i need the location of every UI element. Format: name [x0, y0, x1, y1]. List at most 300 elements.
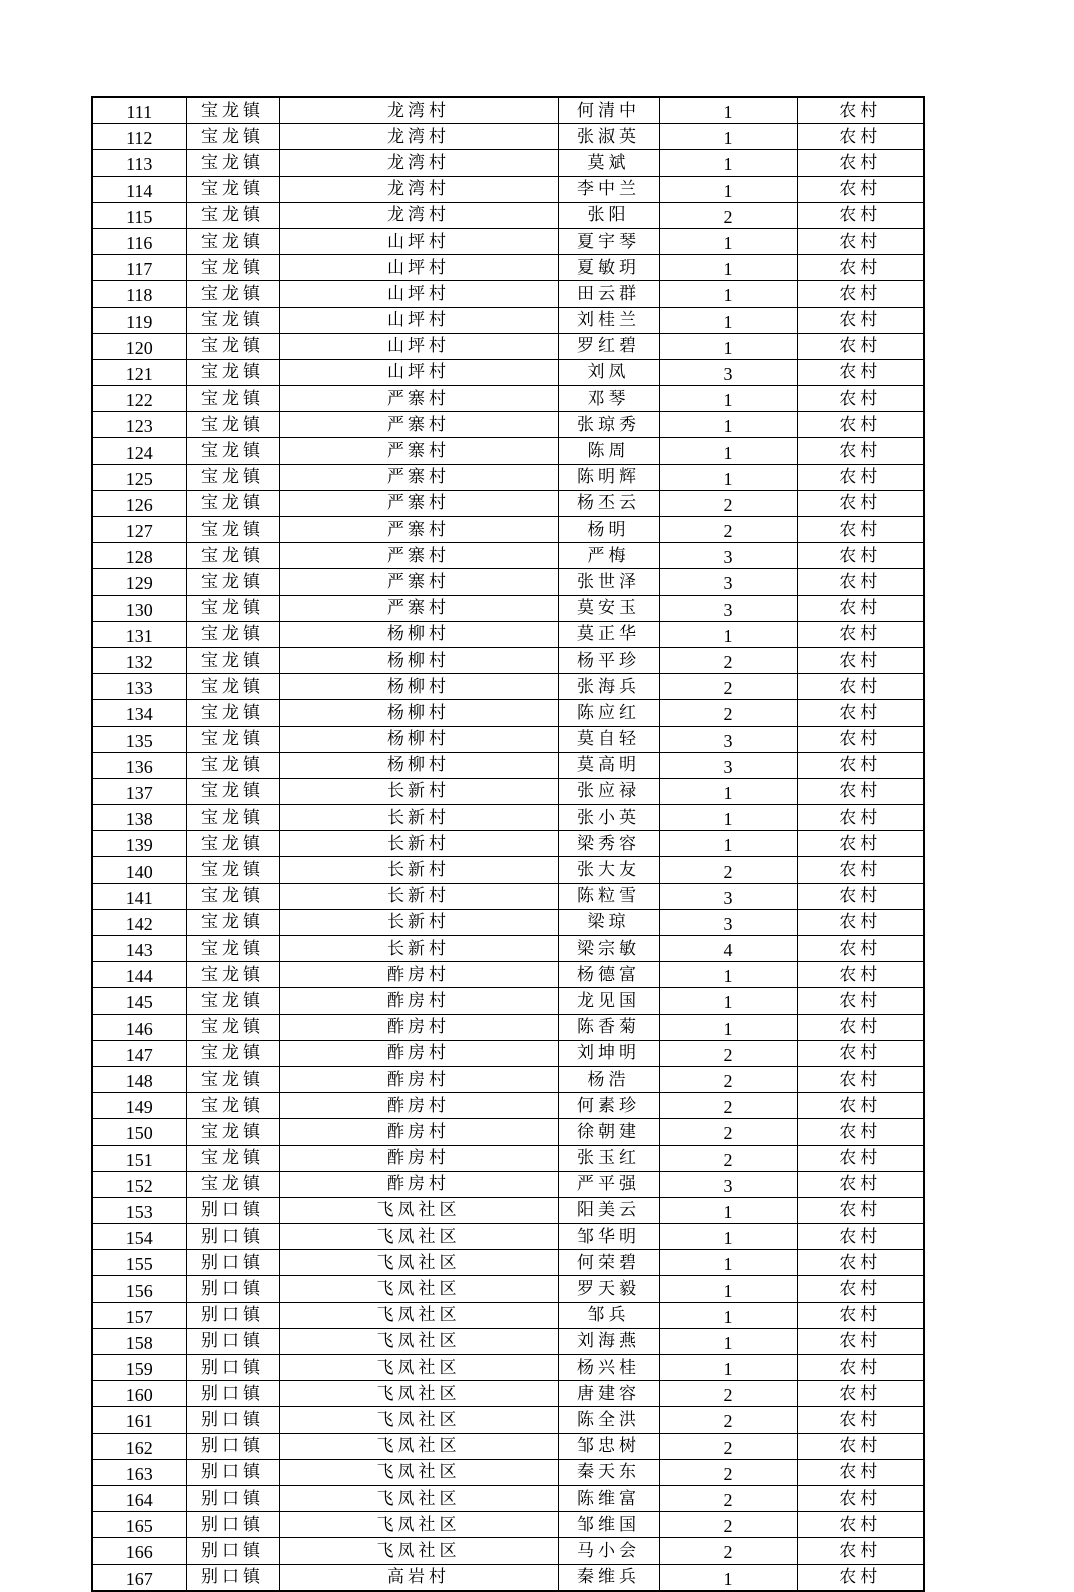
town-cell: 宝龙镇 [186, 124, 279, 150]
name-cell: 夏敏玥 [558, 255, 659, 281]
town-cell: 宝龙镇 [186, 490, 279, 516]
name-cell: 杨明 [558, 517, 659, 543]
table-row [92, 333, 924, 359]
village-cell: 飞凤社区 [279, 1328, 558, 1354]
town-cell: 宝龙镇 [186, 543, 279, 569]
village-cell: 严寨村 [279, 569, 558, 595]
name-cell: 马小会 [558, 1538, 659, 1564]
category-cell: 农村 [797, 1014, 924, 1040]
row-number-cell: 155 [92, 1250, 186, 1276]
table-row [92, 1328, 924, 1354]
count-cell: 1 [659, 778, 797, 804]
row-number-cell: 161 [92, 1407, 186, 1433]
town-cell: 宝龙镇 [186, 202, 279, 228]
row-number-cell: 146 [92, 1014, 186, 1040]
count-cell: 2 [659, 1407, 797, 1433]
town-cell: 宝龙镇 [186, 805, 279, 831]
category-cell: 农村 [797, 359, 924, 385]
name-cell: 何荣碧 [558, 1250, 659, 1276]
name-cell: 阳美云 [558, 1197, 659, 1223]
category-cell: 农村 [797, 962, 924, 988]
table-row [92, 962, 924, 988]
name-cell: 罗天毅 [558, 1276, 659, 1302]
row-number-cell: 163 [92, 1459, 186, 1485]
table-row [92, 1355, 924, 1381]
table-row [92, 1250, 924, 1276]
village-cell: 长新村 [279, 909, 558, 935]
table-row [92, 359, 924, 385]
table-row [92, 1407, 924, 1433]
name-cell: 张琼秀 [558, 412, 659, 438]
village-cell: 龙湾村 [279, 176, 558, 202]
name-cell: 邓琴 [558, 386, 659, 412]
name-cell: 杨德富 [558, 962, 659, 988]
name-cell: 陈应红 [558, 700, 659, 726]
village-cell: 长新村 [279, 831, 558, 857]
category-cell: 农村 [797, 752, 924, 778]
count-cell: 1 [659, 1302, 797, 1328]
table-row [92, 1512, 924, 1538]
category-cell: 农村 [797, 1093, 924, 1119]
count-cell: 3 [659, 1171, 797, 1197]
category-cell: 农村 [797, 778, 924, 804]
category-cell: 农村 [797, 1066, 924, 1092]
row-number-cell: 115 [92, 202, 186, 228]
town-cell: 别口镇 [186, 1433, 279, 1459]
row-number-cell: 136 [92, 752, 186, 778]
name-cell: 张世泽 [558, 569, 659, 595]
town-cell: 宝龙镇 [186, 726, 279, 752]
village-cell: 飞凤社区 [279, 1485, 558, 1511]
name-cell: 邹维国 [558, 1512, 659, 1538]
name-cell: 莫自轻 [558, 726, 659, 752]
category-cell: 农村 [797, 1538, 924, 1564]
count-cell: 2 [659, 700, 797, 726]
count-cell: 1 [659, 97, 797, 124]
village-cell: 山坪村 [279, 255, 558, 281]
count-cell: 3 [659, 883, 797, 909]
town-cell: 别口镇 [186, 1302, 279, 1328]
town-cell: 宝龙镇 [186, 595, 279, 621]
row-number-cell: 144 [92, 962, 186, 988]
row-number-cell: 153 [92, 1197, 186, 1223]
count-cell: 2 [659, 1145, 797, 1171]
category-cell: 农村 [797, 543, 924, 569]
row-number-cell: 126 [92, 490, 186, 516]
row-number-cell: 129 [92, 569, 186, 595]
town-cell: 别口镇 [186, 1381, 279, 1407]
name-cell: 莫斌 [558, 150, 659, 176]
town-cell: 宝龙镇 [186, 1014, 279, 1040]
village-cell: 龙湾村 [279, 97, 558, 124]
category-cell: 农村 [797, 150, 924, 176]
town-cell: 宝龙镇 [186, 464, 279, 490]
table-body [92, 97, 924, 1591]
count-cell: 2 [659, 647, 797, 673]
row-number-cell: 152 [92, 1171, 186, 1197]
table-row [92, 674, 924, 700]
count-cell: 2 [659, 517, 797, 543]
table-row [92, 281, 924, 307]
table-row [92, 517, 924, 543]
town-cell: 宝龙镇 [186, 150, 279, 176]
town-cell: 宝龙镇 [186, 517, 279, 543]
name-cell: 莫高明 [558, 752, 659, 778]
village-cell: 龙湾村 [279, 124, 558, 150]
row-number-cell: 127 [92, 517, 186, 543]
row-number-cell: 116 [92, 228, 186, 254]
row-number-cell: 157 [92, 1302, 186, 1328]
name-cell: 刘坤明 [558, 1040, 659, 1066]
table-row [92, 988, 924, 1014]
category-cell: 农村 [797, 307, 924, 333]
row-number-cell: 159 [92, 1355, 186, 1381]
category-cell: 农村 [797, 333, 924, 359]
count-cell: 1 [659, 621, 797, 647]
name-cell: 张小英 [558, 805, 659, 831]
count-cell: 1 [659, 1224, 797, 1250]
row-number-cell: 160 [92, 1381, 186, 1407]
category-cell: 农村 [797, 1119, 924, 1145]
name-cell: 何素珍 [558, 1093, 659, 1119]
category-cell: 农村 [797, 255, 924, 281]
table-row [92, 202, 924, 228]
table-row [92, 1224, 924, 1250]
name-cell: 邹华明 [558, 1224, 659, 1250]
count-cell: 1 [659, 1355, 797, 1381]
row-number-cell: 147 [92, 1040, 186, 1066]
table-row [92, 97, 924, 124]
village-cell: 飞凤社区 [279, 1224, 558, 1250]
category-cell: 农村 [797, 412, 924, 438]
village-cell: 严寨村 [279, 464, 558, 490]
village-cell: 龙湾村 [279, 202, 558, 228]
village-cell: 酢房村 [279, 1145, 558, 1171]
row-number-cell: 162 [92, 1433, 186, 1459]
village-cell: 杨柳村 [279, 621, 558, 647]
name-cell: 田云群 [558, 281, 659, 307]
row-number-cell: 165 [92, 1512, 186, 1538]
row-number-cell: 140 [92, 857, 186, 883]
name-cell: 张应禄 [558, 778, 659, 804]
category-cell: 农村 [797, 517, 924, 543]
table-row [92, 386, 924, 412]
table-row [92, 464, 924, 490]
name-cell: 秦维兵 [558, 1564, 659, 1591]
category-cell: 农村 [797, 1512, 924, 1538]
town-cell: 宝龙镇 [186, 831, 279, 857]
table-row [92, 647, 924, 673]
name-cell: 陈维富 [558, 1485, 659, 1511]
count-cell: 2 [659, 1119, 797, 1145]
name-cell: 杨平珍 [558, 647, 659, 673]
table-row [92, 1459, 924, 1485]
count-cell: 2 [659, 490, 797, 516]
village-cell: 杨柳村 [279, 647, 558, 673]
category-cell: 农村 [797, 595, 924, 621]
category-cell: 农村 [797, 1224, 924, 1250]
town-cell: 宝龙镇 [186, 621, 279, 647]
category-cell: 农村 [797, 1276, 924, 1302]
village-cell: 长新村 [279, 936, 558, 962]
town-cell: 宝龙镇 [186, 255, 279, 281]
town-cell: 宝龙镇 [186, 333, 279, 359]
name-cell: 邹忠树 [558, 1433, 659, 1459]
table-row [92, 490, 924, 516]
category-cell: 农村 [797, 1040, 924, 1066]
village-cell: 山坪村 [279, 307, 558, 333]
count-cell: 1 [659, 307, 797, 333]
row-number-cell: 128 [92, 543, 186, 569]
town-cell: 宝龙镇 [186, 752, 279, 778]
category-cell: 农村 [797, 909, 924, 935]
table-row [92, 1040, 924, 1066]
category-cell: 农村 [797, 883, 924, 909]
count-cell: 2 [659, 1066, 797, 1092]
table-row [92, 1538, 924, 1564]
category-cell: 农村 [797, 831, 924, 857]
count-cell: 3 [659, 752, 797, 778]
name-cell: 陈明辉 [558, 464, 659, 490]
category-cell: 农村 [797, 1355, 924, 1381]
row-number-cell: 118 [92, 281, 186, 307]
category-cell: 农村 [797, 1381, 924, 1407]
village-cell: 山坪村 [279, 281, 558, 307]
table-row [92, 1119, 924, 1145]
count-cell: 2 [659, 1040, 797, 1066]
count-cell: 3 [659, 909, 797, 935]
count-cell: 1 [659, 150, 797, 176]
village-cell: 严寨村 [279, 412, 558, 438]
name-cell: 邹兵 [558, 1302, 659, 1328]
name-cell: 陈香菊 [558, 1014, 659, 1040]
village-cell: 飞凤社区 [279, 1197, 558, 1223]
row-number-cell: 112 [92, 124, 186, 150]
count-cell: 2 [659, 674, 797, 700]
village-cell: 飞凤社区 [279, 1250, 558, 1276]
row-number-cell: 142 [92, 909, 186, 935]
town-cell: 宝龙镇 [186, 569, 279, 595]
row-number-cell: 166 [92, 1538, 186, 1564]
count-cell: 2 [659, 1459, 797, 1485]
count-cell: 1 [659, 333, 797, 359]
table-row [92, 700, 924, 726]
row-number-cell: 154 [92, 1224, 186, 1250]
name-cell: 张阳 [558, 202, 659, 228]
count-cell: 2 [659, 1381, 797, 1407]
name-cell: 徐朝建 [558, 1119, 659, 1145]
table-row [92, 752, 924, 778]
category-cell: 农村 [797, 726, 924, 752]
category-cell: 农村 [797, 674, 924, 700]
count-cell: 4 [659, 936, 797, 962]
category-cell: 农村 [797, 1485, 924, 1511]
row-number-cell: 114 [92, 176, 186, 202]
category-cell: 农村 [797, 1171, 924, 1197]
table-row [92, 1066, 924, 1092]
row-number-cell: 151 [92, 1145, 186, 1171]
village-cell: 严寨村 [279, 543, 558, 569]
count-cell: 2 [659, 1093, 797, 1119]
table-row [92, 1093, 924, 1119]
village-cell: 飞凤社区 [279, 1355, 558, 1381]
name-cell: 梁秀容 [558, 831, 659, 857]
count-cell: 2 [659, 857, 797, 883]
town-cell: 宝龙镇 [186, 962, 279, 988]
name-cell: 梁宗敏 [558, 936, 659, 962]
category-cell: 农村 [797, 97, 924, 124]
category-cell: 农村 [797, 569, 924, 595]
count-cell: 1 [659, 438, 797, 464]
table-row [92, 1433, 924, 1459]
town-cell: 宝龙镇 [186, 438, 279, 464]
row-number-cell: 135 [92, 726, 186, 752]
village-cell: 高岩村 [279, 1564, 558, 1591]
village-cell: 飞凤社区 [279, 1302, 558, 1328]
town-cell: 宝龙镇 [186, 176, 279, 202]
row-number-cell: 156 [92, 1276, 186, 1302]
name-cell: 张大友 [558, 857, 659, 883]
count-cell: 3 [659, 726, 797, 752]
name-cell: 杨浩 [558, 1066, 659, 1092]
village-cell: 严寨村 [279, 438, 558, 464]
town-cell: 宝龙镇 [186, 936, 279, 962]
table-row [92, 726, 924, 752]
village-cell: 严寨村 [279, 517, 558, 543]
row-number-cell: 122 [92, 386, 186, 412]
category-cell: 农村 [797, 281, 924, 307]
category-cell: 农村 [797, 1302, 924, 1328]
village-cell: 山坪村 [279, 228, 558, 254]
town-cell: 别口镇 [186, 1538, 279, 1564]
town-cell: 宝龙镇 [186, 412, 279, 438]
row-number-cell: 134 [92, 700, 186, 726]
table-row [92, 543, 924, 569]
table-row [92, 228, 924, 254]
category-cell: 农村 [797, 1459, 924, 1485]
town-cell: 别口镇 [186, 1485, 279, 1511]
row-number-cell: 141 [92, 883, 186, 909]
count-cell: 1 [659, 988, 797, 1014]
name-cell: 张玉红 [558, 1145, 659, 1171]
village-cell: 杨柳村 [279, 752, 558, 778]
name-cell: 龙见国 [558, 988, 659, 1014]
village-cell: 酢房村 [279, 988, 558, 1014]
name-cell: 张海兵 [558, 674, 659, 700]
count-cell: 1 [659, 281, 797, 307]
village-cell: 酢房村 [279, 1093, 558, 1119]
village-cell: 飞凤社区 [279, 1276, 558, 1302]
town-cell: 宝龙镇 [186, 700, 279, 726]
town-cell: 宝龙镇 [186, 281, 279, 307]
name-cell: 李中兰 [558, 176, 659, 202]
count-cell: 2 [659, 1538, 797, 1564]
town-cell: 别口镇 [186, 1250, 279, 1276]
table-row [92, 412, 924, 438]
town-cell: 宝龙镇 [186, 1040, 279, 1066]
count-cell: 1 [659, 255, 797, 281]
count-cell: 1 [659, 1014, 797, 1040]
village-cell: 长新村 [279, 778, 558, 804]
village-cell: 杨柳村 [279, 700, 558, 726]
count-cell: 1 [659, 176, 797, 202]
village-cell: 酢房村 [279, 1040, 558, 1066]
table-row [92, 1197, 924, 1223]
data-table [91, 96, 925, 1592]
name-cell: 杨兴桂 [558, 1355, 659, 1381]
name-cell: 罗红碧 [558, 333, 659, 359]
table-row [92, 1276, 924, 1302]
row-number-cell: 138 [92, 805, 186, 831]
table-row [92, 805, 924, 831]
village-cell: 飞凤社区 [279, 1381, 558, 1407]
town-cell: 别口镇 [186, 1328, 279, 1354]
count-cell: 3 [659, 569, 797, 595]
count-cell: 3 [659, 543, 797, 569]
category-cell: 农村 [797, 438, 924, 464]
town-cell: 宝龙镇 [186, 386, 279, 412]
count-cell: 2 [659, 202, 797, 228]
town-cell: 别口镇 [186, 1197, 279, 1223]
category-cell: 农村 [797, 857, 924, 883]
row-number-cell: 132 [92, 647, 186, 673]
village-cell: 飞凤社区 [279, 1459, 558, 1485]
category-cell: 农村 [797, 202, 924, 228]
name-cell: 张淑英 [558, 124, 659, 150]
category-cell: 农村 [797, 936, 924, 962]
count-cell: 1 [659, 228, 797, 254]
name-cell: 莫安玉 [558, 595, 659, 621]
town-cell: 宝龙镇 [186, 228, 279, 254]
row-number-cell: 125 [92, 464, 186, 490]
name-cell: 严平强 [558, 1171, 659, 1197]
table-row [92, 569, 924, 595]
name-cell: 刘海燕 [558, 1328, 659, 1354]
category-cell: 农村 [797, 1328, 924, 1354]
row-number-cell: 130 [92, 595, 186, 621]
village-cell: 杨柳村 [279, 674, 558, 700]
table-row [92, 1564, 924, 1591]
village-cell: 酢房村 [279, 1014, 558, 1040]
count-cell: 2 [659, 1433, 797, 1459]
village-cell: 严寨村 [279, 490, 558, 516]
name-cell: 夏宇琴 [558, 228, 659, 254]
row-number-cell: 123 [92, 412, 186, 438]
row-number-cell: 167 [92, 1564, 186, 1591]
count-cell: 1 [659, 124, 797, 150]
town-cell: 宝龙镇 [186, 97, 279, 124]
town-cell: 别口镇 [186, 1355, 279, 1381]
row-number-cell: 111 [92, 97, 186, 124]
town-cell: 别口镇 [186, 1407, 279, 1433]
count-cell: 2 [659, 1512, 797, 1538]
row-number-cell: 164 [92, 1485, 186, 1511]
table-row [92, 621, 924, 647]
village-cell: 酢房村 [279, 962, 558, 988]
table-row [92, 1381, 924, 1407]
town-cell: 宝龙镇 [186, 1145, 279, 1171]
table-row [92, 831, 924, 857]
town-cell: 宝龙镇 [186, 1171, 279, 1197]
category-cell: 农村 [797, 700, 924, 726]
name-cell: 唐建容 [558, 1381, 659, 1407]
row-number-cell: 158 [92, 1328, 186, 1354]
village-cell: 长新村 [279, 883, 558, 909]
village-cell: 飞凤社区 [279, 1538, 558, 1564]
village-cell: 酢房村 [279, 1171, 558, 1197]
town-cell: 宝龙镇 [186, 1119, 279, 1145]
table-row [92, 1171, 924, 1197]
